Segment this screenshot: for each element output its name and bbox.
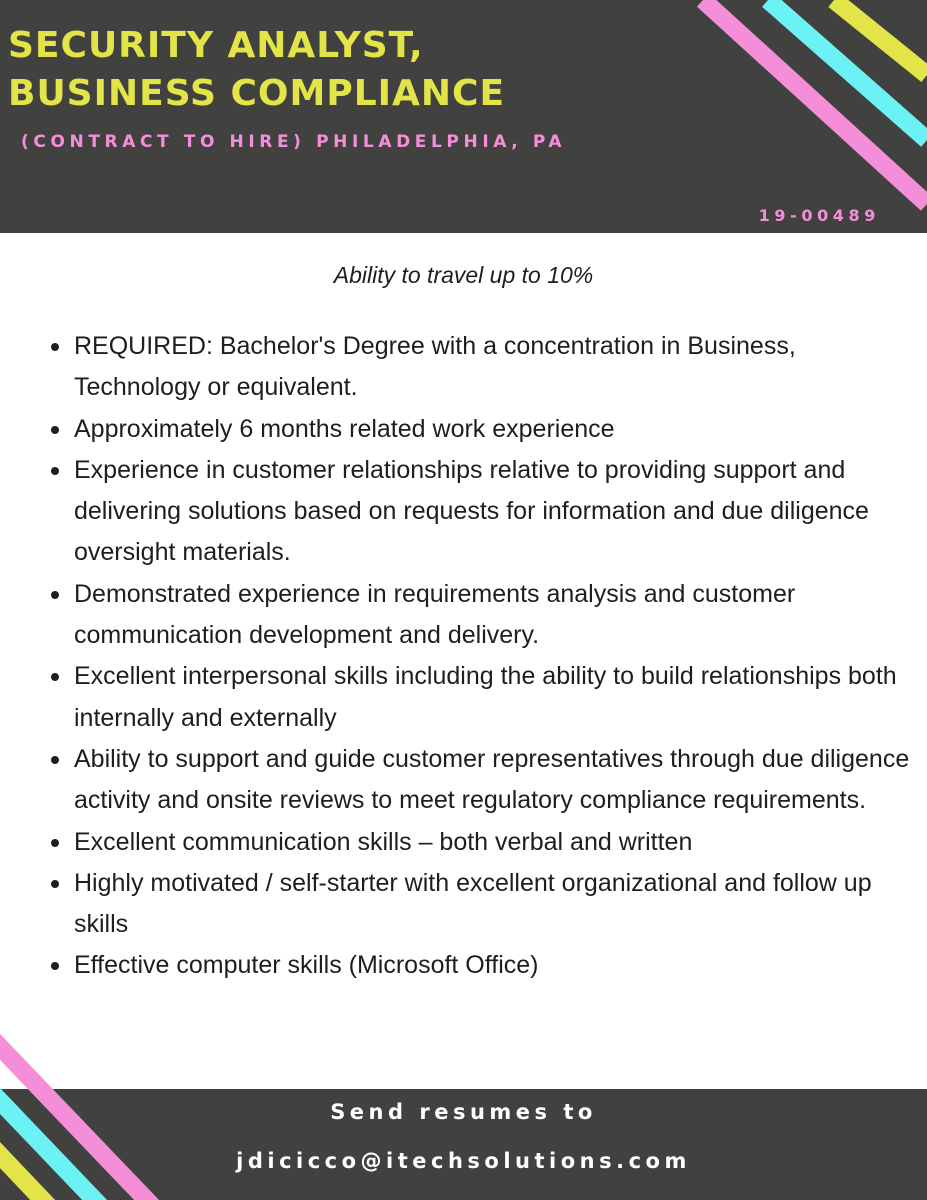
requirement-item: Effective computer skills (Microsoft Office) (74, 945, 914, 986)
contact-email[interactable]: jdicicco@itechsolutions.com (236, 1149, 691, 1173)
requirement-item: REQUIRED: Bachelor's Degree with a concentration in Business, Technology or equivalent. (74, 326, 914, 409)
requirement-item: Excellent communication skills – both verbal and written (74, 822, 914, 863)
send-resumes-label: Send resumes to (330, 1100, 597, 1124)
job-title-line-2: BUSINESS COMPLIANCE (8, 73, 506, 114)
requirement-item: Demonstrated experience in requirements analysis and customer communication development and delivery. (74, 574, 914, 657)
job-title (8, 22, 505, 118)
job-id: 19-00489 (758, 206, 880, 225)
requirement-item: Approximately 6 months related work experience (74, 409, 914, 450)
travel-note: Ability to travel up to 10% (333, 262, 594, 288)
requirement-item: Excellent interpersonal skills including the ability to build relationships both internally and externally (74, 656, 914, 739)
job-subtitle: (CONTRACT TO HIRE) PHILADELPHIA, PA (21, 132, 567, 152)
requirement-item: Highly motivated / self-starter with excellent organizational and follow up skills (74, 863, 914, 946)
header-banner (0, 0, 927, 233)
job-title-line-1: SECURITY ANALYST, (8, 25, 424, 66)
requirement-item: Experience in customer relationships relative to providing support and delivering solutions based on requests for information and due diligence oversight materials. (74, 450, 914, 574)
requirement-item: Ability to support and guide customer representatives through due diligence activity and onsite reviews to meet regulatory compliance requirements. (74, 739, 914, 822)
requirements-list (74, 326, 914, 987)
